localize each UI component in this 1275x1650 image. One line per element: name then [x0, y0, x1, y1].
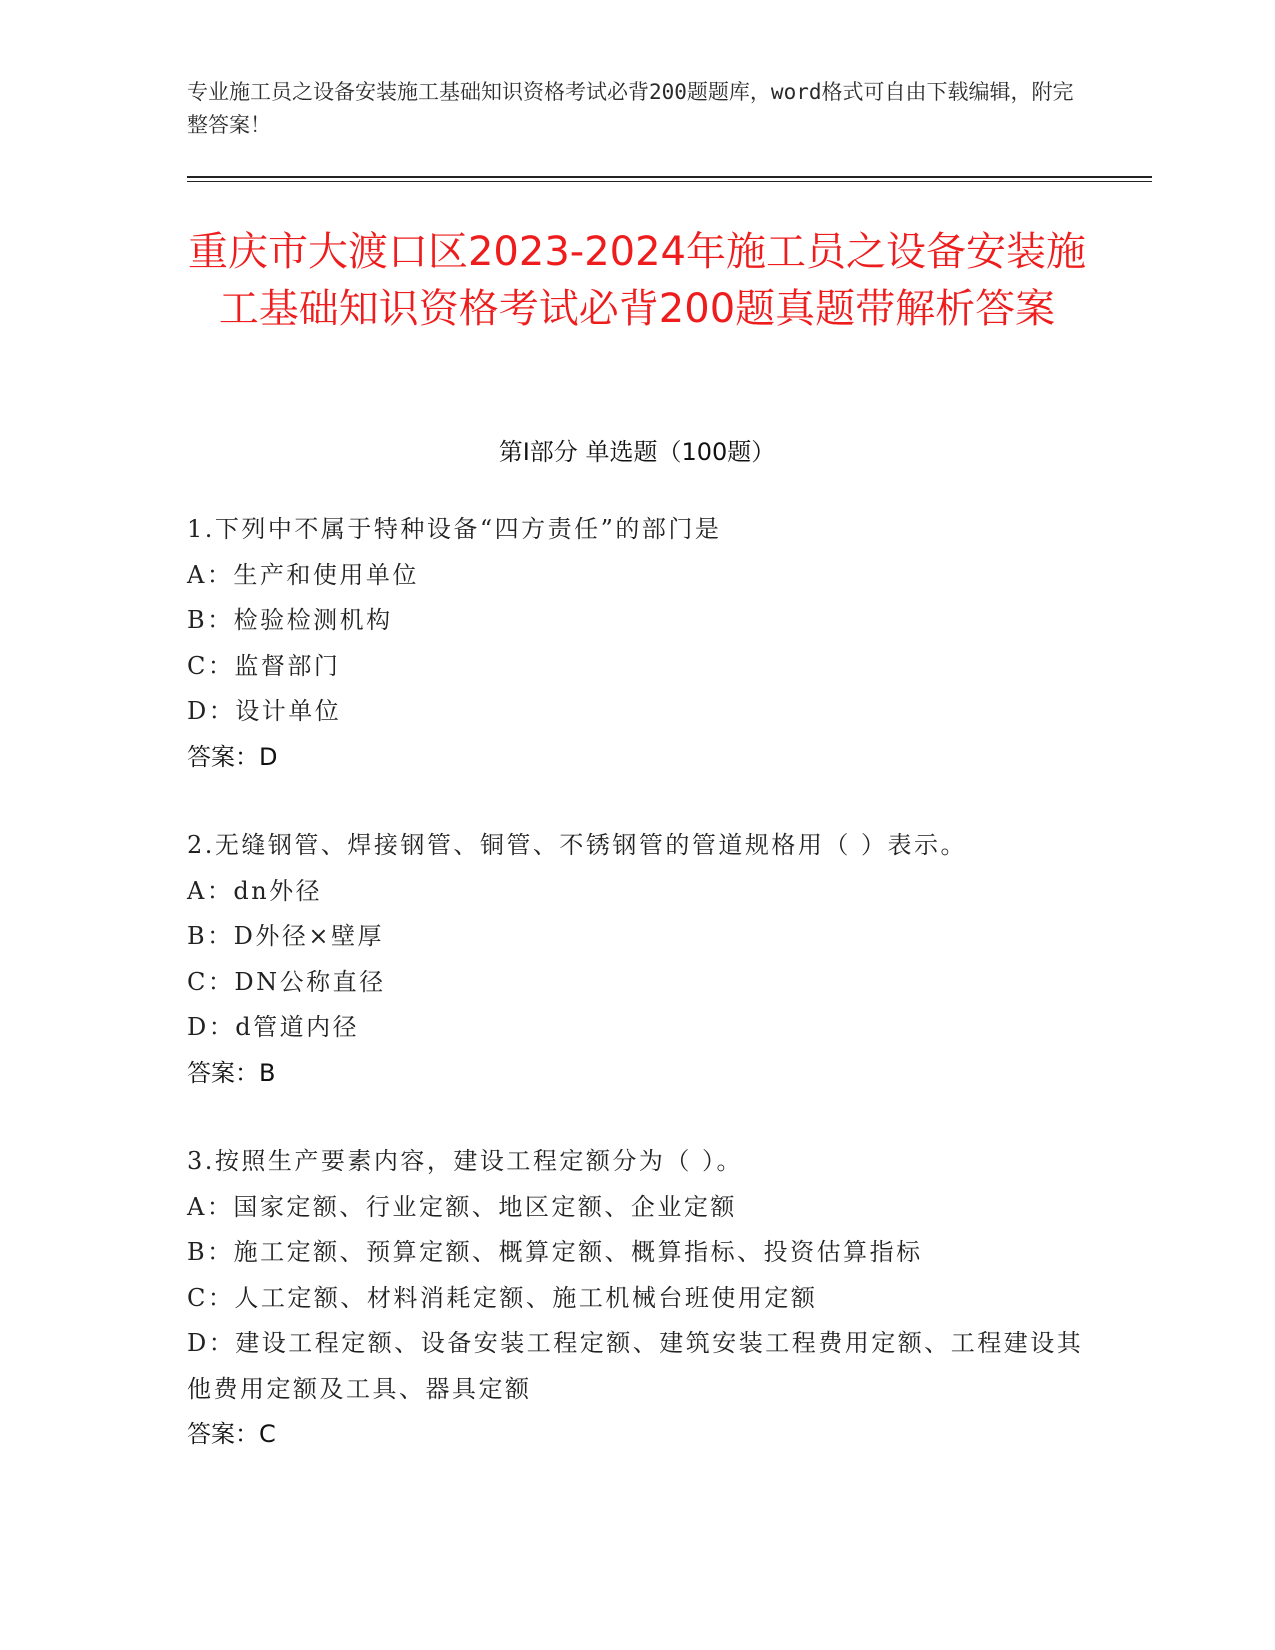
- option-d: D：d管道内径: [187, 1013, 360, 1041]
- option-a: A：生产和使用单位: [187, 560, 419, 589]
- question-3: [187, 1139, 1087, 1458]
- header-rule-thin: [187, 181, 1152, 182]
- section-title: 第Ⅰ部分 单选题（100题）: [498, 438, 776, 466]
- question-stem: 2.无缝钢管、焊接钢管、铜管、不锈钢管的管道规格用（ ）表示。: [187, 831, 968, 859]
- header-rule-thick: [187, 176, 1152, 178]
- option-b: B：施工定额、预算定额、概算定额、概算指标、投资估算指标: [187, 1238, 923, 1266]
- option-c: C：DN公称直径: [187, 967, 386, 996]
- option-c: C：人工定额、材料消耗定额、施工机械台班使用定额: [187, 1283, 818, 1312]
- document-title: 重庆市大渡口区2023-2024年施工员之设备安装施工基础知识资格考试必背200题真题带解析答案: [187, 229, 1087, 332]
- answer: 答案：B: [187, 1058, 276, 1087]
- option-b: B：检验检测机构: [187, 606, 393, 634]
- option-a: A：dn外径: [187, 876, 323, 905]
- option-d: D：设计单位: [187, 697, 342, 725]
- question-2: [187, 823, 1087, 1096]
- option-d: D：建设工程定额、设备安装工程定额、建筑安装工程费用定额、工程建设其他费用定额及工具、器具定额: [187, 1329, 1084, 1403]
- option-c: C：监督部门: [187, 651, 341, 680]
- option-a: A：国家定额、行业定额、地区定额、企业定额: [187, 1192, 737, 1221]
- answer: 答案：D: [187, 742, 278, 771]
- answer: 答案：C: [187, 1420, 276, 1448]
- header-note: 专业施工员之设备安装施工基础知识资格考试必背200题题库，word格式可自由下载编辑，附完整答案！: [187, 80, 1074, 137]
- question-1: [187, 507, 1087, 780]
- question-stem: 3.按照生产要素内容，建设工程定额分为（ ）。: [187, 1147, 744, 1175]
- option-b: B：D外径×壁厚: [187, 922, 384, 950]
- question-stem: 1.下列中不属于特种设备“四方责任”的部门是: [187, 515, 722, 543]
